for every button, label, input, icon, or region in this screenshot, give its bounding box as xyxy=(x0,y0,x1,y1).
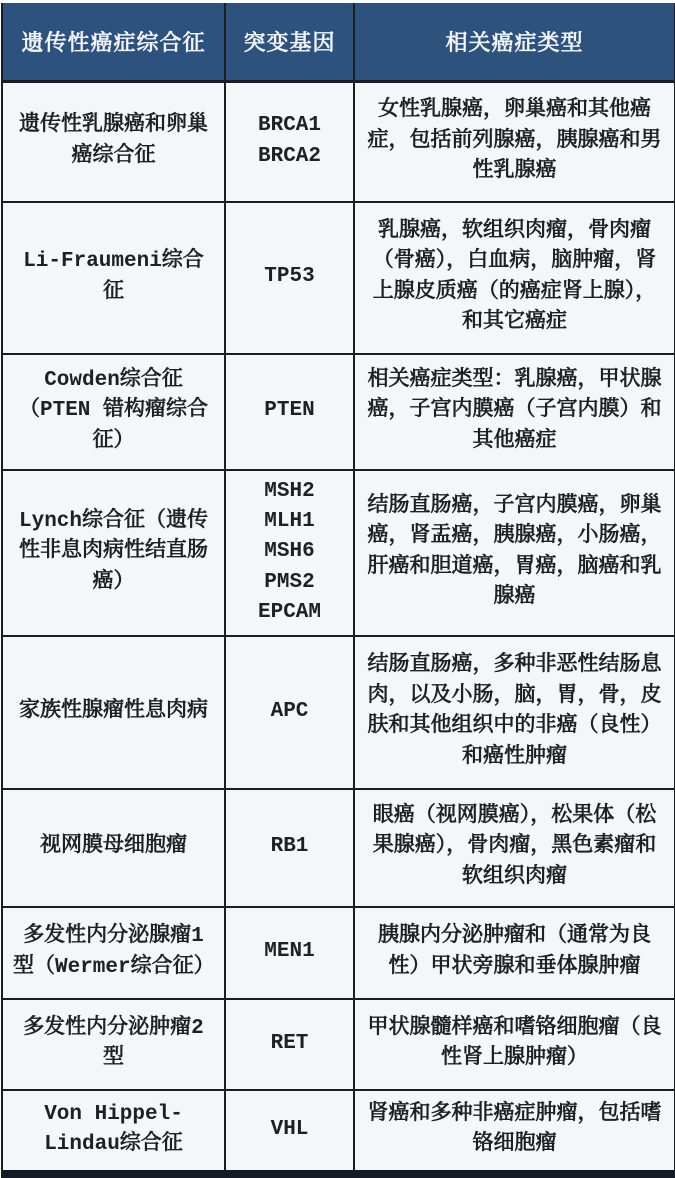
syndrome-cell: 视网膜母细胞瘤 xyxy=(2,789,225,907)
cancer-types-cell: 结肠直肠癌，子宫内膜癌，卵巢癌，肾盂癌，胰腺癌，小肠癌，肝癌和胆道癌，胃癌，脑癌和乳腺癌 xyxy=(354,470,675,636)
hereditary-cancer-table xyxy=(1,3,675,1178)
syndrome-cell: 遗传性乳腺癌和卵巢癌综合征 xyxy=(2,82,225,202)
cancer-types-cell: 肾癌和多种非癌症肿瘤，包括嗜铬细胞瘤 xyxy=(354,1090,675,1174)
gene-cell xyxy=(225,1090,354,1174)
gene-label: MSH2 xyxy=(264,479,315,503)
table-row xyxy=(2,789,675,907)
syndrome-cell: Lynch综合征（遗传性非息肉病性结直肠癌） xyxy=(2,470,225,636)
table-row xyxy=(2,82,675,202)
cancer-types-cell: 女性乳腺癌，卵巢癌和其他癌症，包括前列腺癌，胰腺癌和男性乳腺癌 xyxy=(354,82,675,202)
gene-label: MSH6 xyxy=(264,540,315,564)
header-row xyxy=(2,3,675,82)
gene-label: PMS2 xyxy=(264,570,315,594)
gene-label: RB1 xyxy=(270,835,309,859)
gene-cell xyxy=(225,354,354,470)
table-row xyxy=(2,202,675,354)
syndrome-cell: Cowden综合征（PTEN 错构瘤综合征） xyxy=(2,354,225,470)
cancer-types-cell: 相关癌症类型：乳腺癌，甲状腺癌，子宫内膜癌（子宫内膜）和其他癌症 xyxy=(354,354,675,470)
gene-label: APC xyxy=(270,699,309,723)
table-row xyxy=(2,470,675,636)
gene-label: EPCAM xyxy=(257,601,321,625)
gene-label: RET xyxy=(270,1031,309,1055)
table-row xyxy=(2,999,675,1090)
table-row xyxy=(2,907,675,999)
cancer-types-cell: 结肠直肠癌，多种非恶性结肠息肉，以及小肠，脑，胃，骨，皮肤和其他组织中的非癌（良性）和癌性肿瘤 xyxy=(354,636,675,789)
gene-label: MEN1 xyxy=(264,940,315,964)
syndrome-cell: 多发性内分泌肿瘤2型 xyxy=(2,999,225,1090)
gene-cell xyxy=(225,636,354,789)
gene-label: TP53 xyxy=(264,265,315,289)
column-header-cancer-types: 相关癌症类型 xyxy=(354,3,675,82)
gene-cell xyxy=(225,999,354,1090)
table-row xyxy=(2,1090,675,1174)
gene-cell xyxy=(225,82,354,202)
gene-cell xyxy=(225,470,354,636)
syndrome-cell: Von Hippel-Lindau综合征 xyxy=(2,1090,225,1174)
cancer-types-cell: 乳腺癌，软组织肉瘤，骨肉瘤（骨癌），白血病，脑肿瘤，肾上腺皮质癌（的癌症肾上腺），和其它癌症 xyxy=(354,202,675,354)
gene-cell xyxy=(225,789,354,907)
gene-label: BRCA2 xyxy=(257,144,321,168)
gene-label: PTEN xyxy=(264,399,315,423)
syndrome-cell: 家族性腺瘤性息肉病 xyxy=(2,636,225,789)
cancer-types-cell: 眼癌（视网膜癌），松果体（松果腺癌），骨肉瘤，黑色素瘤和软组织肉瘤 xyxy=(354,789,675,907)
gene-label: VHL xyxy=(270,1117,309,1141)
syndrome-cell: Li-Fraumeni综合征 xyxy=(2,202,225,354)
gene-label: BRCA1 xyxy=(257,114,321,138)
gene-label: MLH1 xyxy=(264,509,315,533)
gene-cell xyxy=(225,907,354,999)
cancer-types-cell: 胰腺内分泌肿瘤和（通常为良性）甲状旁腺和垂体腺肿瘤 xyxy=(354,907,675,999)
table-row xyxy=(2,636,675,789)
column-header-gene: 突变基因 xyxy=(225,3,354,82)
syndrome-cell: 多发性内分泌腺瘤1型（Wermer综合征） xyxy=(2,907,225,999)
gene-cell xyxy=(225,202,354,354)
column-header-syndrome: 遗传性癌症综合征 xyxy=(2,3,225,82)
table-row xyxy=(2,354,675,470)
cancer-types-cell: 甲状腺髓样癌和嗜铬细胞瘤（良性肾上腺肿瘤） xyxy=(354,999,675,1090)
